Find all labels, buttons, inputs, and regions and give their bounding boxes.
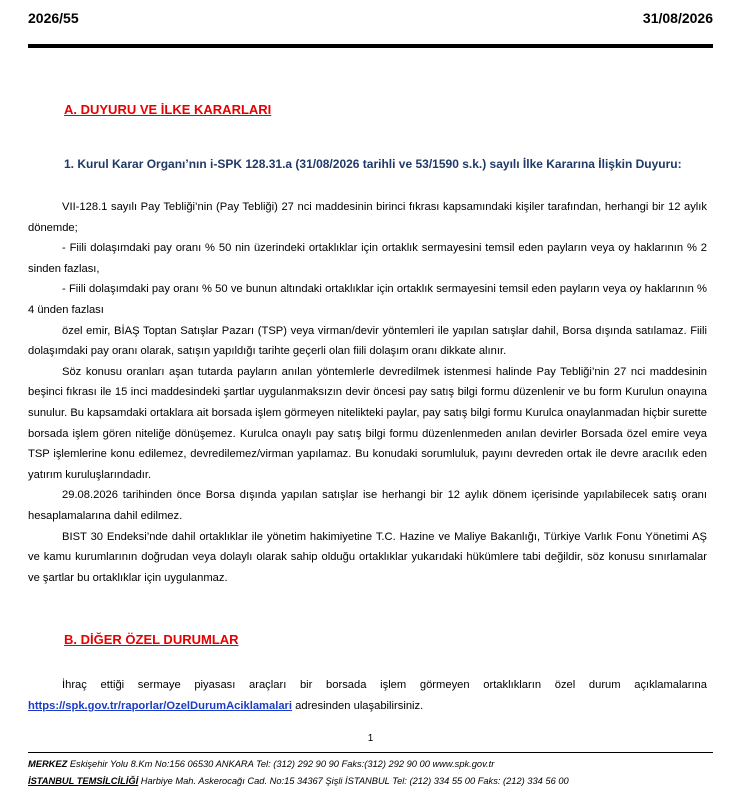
header-divider bbox=[28, 44, 713, 48]
section-b-body bbox=[28, 675, 707, 716]
page-header bbox=[28, 10, 713, 30]
paragraph: Söz konusu oranları aşan tutarda payların anılan yöntemlerle devredilmek istenmesi halinde Pay Tebliği’nin 27 nci maddesinin beşinci fıkrası ile 15 inci maddesindeki şartlar uygulanmaksızın devir öncesi pay satış bilgi formu düzenlenir ve bu form Kurulun onayına sunulur. Bu kapsamdaki ortaklara ait borsada işlem görmeyen nitelikteki paylar, pay satış bilgi formu Kurulca onaylanmadan hiçbir surette borsada işlem gören niteliğe dönüşemez. Kurulca onaylı pay satış bilgi formu düzenlenmeden anılan devirler Borsada özel emire veya TSP işlemlerine konu edilemez, devredilemez/virman yapılamaz. Bu konudaki sorumluluk, payını devreden ortak ile devre aracılık eden yatırım kuruluşlarındadır. bbox=[28, 365, 707, 481]
paragraph-tail: adresinden ulaşabilirsiniz. bbox=[292, 699, 424, 712]
footer-line-1 bbox=[28, 759, 494, 769]
bulletin-date: 31/08/2026 bbox=[642, 10, 713, 26]
section-a-body bbox=[28, 197, 707, 588]
footer-divider bbox=[28, 752, 713, 753]
paragraph: özel emir, BİAŞ Toptan Satışlar Pazarı (TSP) veya virman/devir yöntemleri ile yapılan satışlar dahil, Borsa dışında satılamaz. Fiili dolaşımdaki pay oranı olarak, satışın yapıldığı tarihte geçerli olan fiili dolaşım oranı dikkate alınır. bbox=[28, 324, 707, 358]
footer-label: İSTANBUL TEMSİLCİLİĞİ bbox=[28, 776, 139, 786]
bulletin-number: 2026/55 bbox=[28, 10, 79, 26]
list-item: - Fiili dolaşımdaki pay oranı % 50 ve bunun altındaki ortaklıklar için ortaklık sermayesini temsil eden payların veya oy haklarının % 4 ünden fazlası bbox=[28, 283, 707, 316]
footer-text: Harbiye Mah. Askerocağı Cad. No:15 34367 Şişli İSTANBUL Tel: (212) 334 55 00 Faks: (212) 334 56 00 bbox=[138, 776, 569, 786]
section-a-title: A. DUYURU VE İLKE KARARLARI bbox=[64, 102, 272, 117]
paragraph bbox=[28, 675, 707, 716]
list-item: - Fiili dolaşımdaki pay oranı % 50 nin üzerindeki ortaklıklar için ortaklık sermayesini temsil eden payların veya oy haklarının % 2 sinden fazlası, bbox=[28, 242, 707, 275]
section-b-title: B. DİĞER ÖZEL DURUMLAR bbox=[64, 632, 239, 647]
paragraph: VII-128.1 sayılı Pay Tebliği’nin (Pay Tebliği) 27 nci maddesinin birinci fıkrası kapsamındaki kişiler tarafından, herhangi bir 12 aylık dönemde; bbox=[28, 201, 707, 234]
paragraph-text: İhraç ettiği sermaye piyasası araçları bir borsada işlem görmeyen ortaklıkların özel durum açıklamalarına bbox=[62, 679, 707, 691]
section-a-item-title: 1. Kurul Karar Organı’nın i-SPK 128.31.a (31/08/2026 tarihli ve 53/1590 s.k.) sayılı İlke Kararına İlişkin Duyuru: bbox=[64, 157, 682, 171]
footer-text: Eskişehir Yolu 8.Km No:156 06530 ANKARA Tel: (312) 292 90 90 Faks:(312) 292 90 00 www.spk.gov.tr bbox=[67, 759, 495, 769]
footer-line-2 bbox=[28, 776, 569, 786]
page-number: 1 bbox=[367, 733, 374, 744]
footer-label: MERKEZ bbox=[28, 759, 68, 769]
paragraph: 29.08.2026 tarihinden önce Borsa dışında yapılan satışlar ise herhangi bir 12 aylık dönem içerisinde yapılabilecek satış oranı hesaplamalarına dahil edilmez. bbox=[28, 489, 707, 522]
special-disclosures-link[interactable]: https://spk.gov.tr/raporlar/OzelDurumAciklamalari bbox=[28, 699, 293, 712]
paragraph: BIST 30 Endeksi’nde dahil ortaklıklar ile yönetim hakimiyetine T.C. Hazine ve Maliye Bakanlığı, Türkiye Varlık Fonu Yönetimi AŞ ve kamu kurumlarının doğrudan veya dolaylı olarak sahip olduğu ortaklıklar yukarıdaki hükümlere tabi değildir, söz konusu sınırlamalar ve şartlar bu ortaklıklar için uygulanmaz. bbox=[28, 530, 707, 584]
